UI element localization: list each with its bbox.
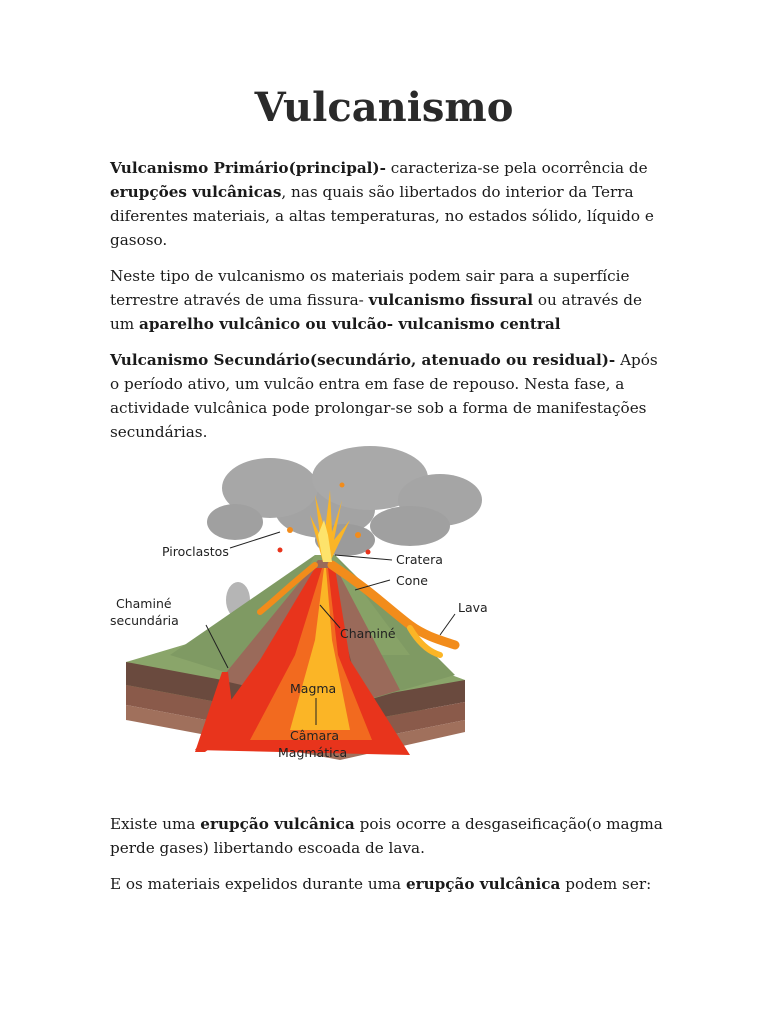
label-magma: Magma [290, 681, 337, 696]
label-chamine-secundaria-line1: Chaminé [116, 596, 172, 611]
paragraph-eruption-cause [110, 812, 670, 860]
term-fissural: vulcanismo fissural [368, 291, 533, 309]
label-camara-line2: Magmática [278, 745, 348, 760]
term-volcanic-eruption-2: erupção vulcânica [405, 875, 561, 893]
text-span: Existe uma [110, 815, 201, 833]
paragraph-secondary-volcanism [110, 348, 670, 444]
term-primary-volcanism: Vulcanismo Primário(principal)- [110, 159, 386, 177]
text-span: Após o período ativo, um vulcão entra em fase de repouso. Nesta fase, a actividade vulcânica pode prolongar-se sob a forma de manifestações secundárias. [110, 351, 658, 441]
text-span: ou através de um [110, 291, 642, 333]
label-lava: Lava [458, 600, 488, 615]
label-chamine-secundaria-line2: secundária [110, 613, 179, 628]
text-span: , nas quais são libertados do interior da Terra diferentes materiais, a altas temperaturas, no estados sólido, líquido e gasoso. [110, 183, 654, 249]
paragraph-primary-volcanism [110, 156, 670, 252]
label-cone: Cone [396, 573, 428, 588]
label-piroclastos: Piroclastos [162, 544, 229, 559]
text-span: podem ser: [560, 875, 652, 893]
paragraph-expelled-materials [110, 872, 670, 896]
text-span: pois ocorre a desgaseificação(o magma perde gases) libertando escoada de lava. [110, 815, 663, 857]
page-title: Vulcanismo [254, 84, 514, 131]
text-span: Neste tipo de vulcanismo os materiais podem sair para a superfície terrestre através de uma fissura- [110, 267, 630, 309]
term-central: aparelho vulcânico ou vulcão- vulcanismo central [139, 315, 561, 333]
term-volcanic-eruptions: erupções vulcânicas [110, 183, 282, 201]
volcano-diagram [110, 440, 490, 770]
paragraph-volcanism-types [110, 264, 670, 336]
ash-cloud [207, 446, 482, 556]
text-span: caracteriza-se pela ocorrência de [385, 159, 648, 177]
label-cratera: Cratera [396, 552, 443, 567]
text-span: E os materiais expelidos durante uma [110, 875, 406, 893]
term-volcanic-eruption: erupção vulcânica [200, 815, 355, 833]
term-secondary-volcanism: Vulcanismo Secundário(secundário, atenuado ou residual)- [110, 351, 616, 369]
label-chamine: Chaminé [340, 626, 396, 641]
label-camara-line1: Câmara [290, 728, 340, 743]
